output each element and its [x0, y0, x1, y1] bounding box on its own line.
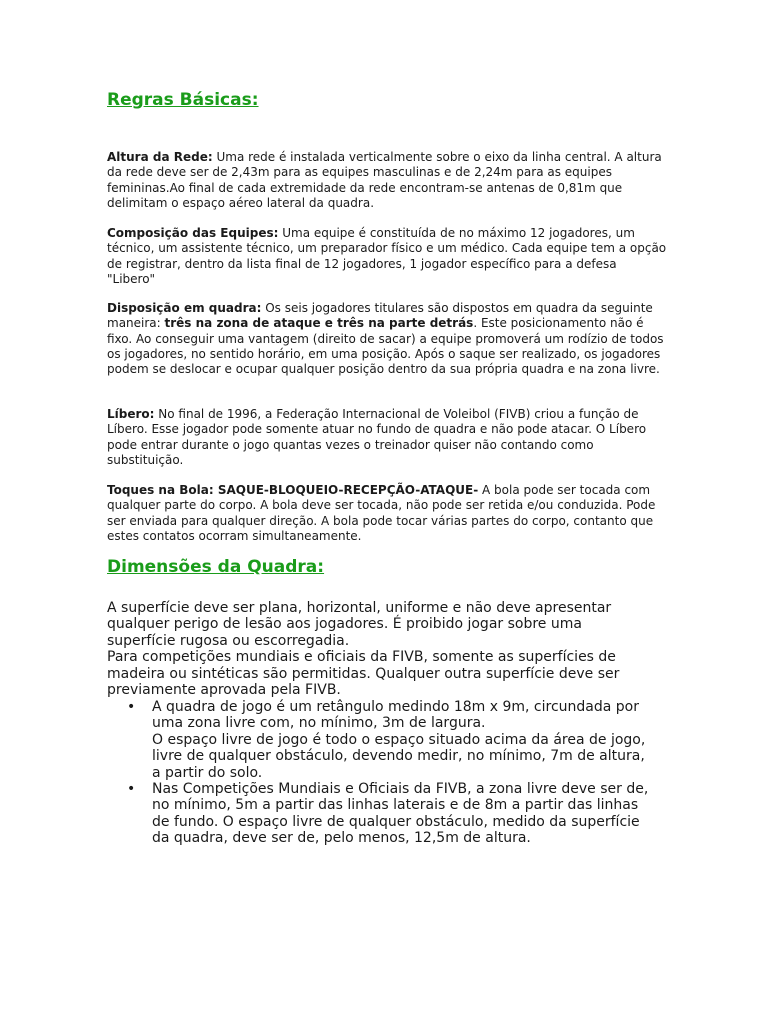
- bullet-text: A quadra de jogo é um retângulo medindo 18m x 9m, circundada por uma zona livre com, no mínimo, 3m de largura.: [152, 699, 639, 732]
- text-altura-da-rede: Uma rede é instalada verticalmente sobre o eixo da linha central. A altura da rede deve ser de 2,43m para as equipes masculinas e de 2,24m para as equipes femininas.Ao final de cada extremidade da rede encontram-se antenas de 0,81m que delimitam o espaço aéreo lateral da quadra.: [107, 150, 662, 210]
- text-disposicao-quadra-a: Os seis jogadores titulares são dispostos em quadra da seguinte maneira:: [107, 301, 653, 331]
- bullet-icon: •: [127, 699, 136, 715]
- label-altura-da-rede: Altura da Rede:: [107, 150, 213, 164]
- label-libero: Líbero:: [107, 407, 155, 421]
- label-disposicao-quadra: Disposição em quadra:: [107, 301, 262, 315]
- paragraph-superficie: [107, 600, 652, 698]
- label-composicao-equipes: Composição das Equipes:: [107, 226, 279, 240]
- text-disposicao-quadra-bold: três na zona de ataque e três na parte detrás: [164, 316, 474, 331]
- paragraph-composicao-equipes: [107, 226, 667, 287]
- paragraph-toques-na-bola: [107, 483, 667, 544]
- text-superficie-fivb: Para competições mundiais e oficiais da FIVB, somente as superfícies de madeira ou sintéticas são permitidas. Qualquer outra superfície deve ser previamente aprovada pela FIVB.: [107, 649, 620, 699]
- label-toques-sequence: SAQUE-BLOQUEIO-RECEPÇÃO-ATAQUE-: [213, 483, 479, 497]
- text-libero: No final de 1996, a Federação Internacional de Voleibol (FIVB) criou a função de Líbero. Esse jogador pode somente atuar no fundo de quadra e não pode atacar. O Líbero pode entrar durante o jogo quantas vezes o treinador quiser não contando como substituição.: [107, 407, 647, 467]
- text-superficie-intro: A superfície deve ser plana, horizontal, uniforme e não deve apresentar qualquer perigo de lesão aos jogadores. É proibido jogar sobre uma superfície rugosa ou escorregadia.: [107, 600, 612, 649]
- paragraph-libero: [107, 407, 667, 468]
- paragraph-disposicao-quadra: [107, 301, 667, 377]
- text-disposicao-quadra-b: . Este posicionamento não é fixo. Ao conseguir uma vantagem (direito de sacar) a equipe promoverá um rodízio de todos os jogadores, no sentido horário, em uma posição. Após o saque ser realizado, os jogadores podem se deslocar e ocupar qualquer posição dentro da sua própria quadra e na zona livre.: [107, 316, 664, 377]
- bullet-text-continuation: O espaço livre de jogo é todo o espaço situado acima da área de jogo, livre de qualquer obstáculo, devendo medir, no mínimo, 7m de altura, a partir do solo.: [152, 731, 646, 781]
- bullet-icon: •: [127, 781, 136, 798]
- section-heading-regras-basicas: Regras Básicas:: [107, 90, 259, 110]
- section-heading-dimensoes-quadra: Dimensões da Quadra:: [107, 557, 325, 577]
- text-composicao-equipes: Uma equipe é constituída de no máximo 12 jogadores, um técnico, um assistente técnico, um preparador físico e um médico. Cada equipe tem a opção de registrar, dentro da lista final de 12 jogadores, 1 jogador específico para a defesa "Libero": [107, 226, 667, 286]
- list-item: [107, 781, 657, 847]
- list-item: [107, 699, 657, 781]
- paragraph-altura-da-rede: [107, 150, 667, 211]
- bullet-text: Nas Competições Mundiais e Oficiais da FIVB, a zona livre deve ser de, no mínimo, 5m a partir das linhas laterais e de 8m a partir das linhas de fundo. O espaço livre de qualquer obstáculo, medido da superfície da quadra, deve ser de, pelo menos, 12,5m de altura.: [152, 781, 649, 847]
- bullet-list-dimensoes: [107, 699, 657, 847]
- text-toques-na-bola: A bola pode ser tocada com qualquer parte do corpo. A bola deve ser tocada, não pode ser retida e/ou conduzida. Pode ser enviada para qualquer direção. A bola pode tocar várias partes do corpo, contanto que estes contatos ocorram simultaneamente.: [107, 483, 656, 543]
- label-toques-na-bola: Toques na Bola:: [107, 483, 214, 497]
